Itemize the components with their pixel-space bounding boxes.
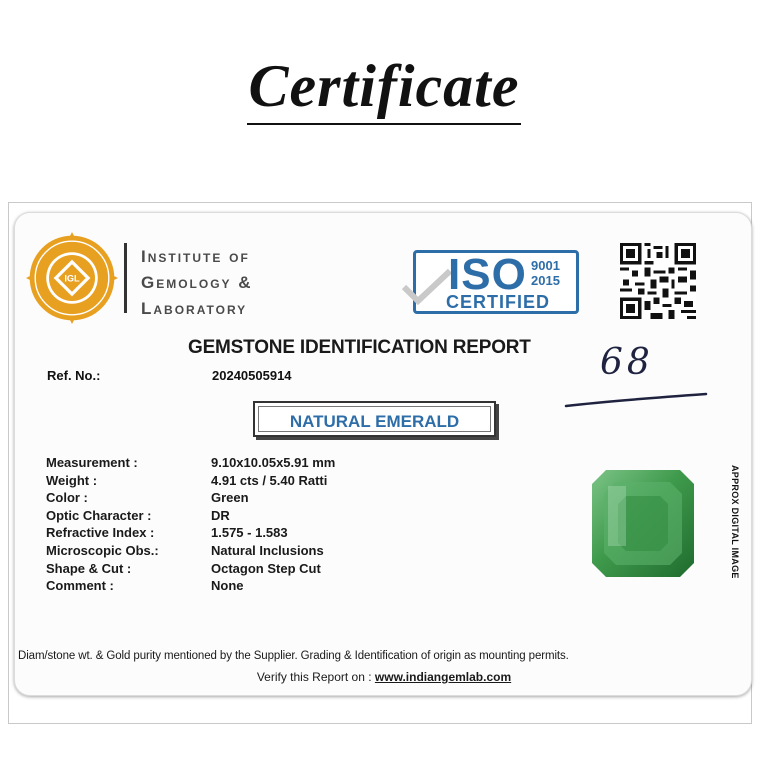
detail-value: 9.10x10.05x5.91 mm (211, 455, 336, 470)
stone-name: NATURAL EMERALD (289, 412, 460, 431)
detail-value: Natural Inclusions (211, 542, 324, 558)
institute-line-1: Institute of (141, 247, 250, 266)
iso-number: 9001 (531, 258, 560, 273)
detail-value: None (211, 578, 244, 594)
ref-value: 20240505914 (212, 368, 292, 383)
institute-name (141, 244, 253, 322)
detail-value: Octagon Step Cut (211, 560, 321, 576)
verify-url-link[interactable]: www.indiangemlab.com (374, 670, 512, 684)
divider-line (124, 243, 127, 313)
institute-line-2: Gemology & (141, 273, 253, 292)
detail-label: Color : (46, 490, 88, 506)
detail-value: 1.575 - 1.583 (211, 525, 288, 541)
detail-value: Green (211, 490, 249, 506)
report-title: GEMSTONE IDENTIFICATION REPORT (188, 337, 531, 358)
iso-certified: CERTIFIED (446, 292, 551, 312)
detail-label: Measurement : (46, 455, 138, 470)
seal-text: IGL (64, 273, 80, 284)
emerald-gem-image (588, 466, 698, 581)
iso-mark: ISO (448, 250, 527, 299)
qr-code-icon[interactable] (620, 243, 696, 319)
iso-number-year (531, 258, 560, 288)
iso-year: 2015 (531, 273, 560, 288)
detail-label: Weight : (46, 472, 98, 488)
institute-seal-icon (26, 232, 118, 324)
stone-name-box (253, 401, 496, 437)
detail-value: 4.91 cts / 5.40 Ratti (211, 472, 328, 488)
handwritten-underline (560, 388, 710, 412)
detail-label: Refractive Index : (46, 525, 155, 541)
verify-line (0, 670, 768, 684)
detail-label: Microscopic Obs.: (46, 542, 159, 558)
detail-value: DR (211, 507, 230, 523)
detail-label: Optic Character : (46, 507, 152, 523)
page-title: Certificate (0, 52, 768, 121)
disclaimer-text: Diam/stone wt. & Gold purity mentioned by the Supplier. Grading & Identification of origin as mounting permits. (18, 650, 569, 662)
checkmark-icon (402, 267, 452, 307)
iso-badge (413, 250, 579, 314)
detail-label: Comment : (46, 578, 114, 594)
detail-label: Shape & Cut : (46, 560, 132, 576)
handwritten-number: 68 (600, 342, 654, 383)
approx-image-label: APPROX DIGITAL IMAGE (730, 465, 740, 579)
verify-text: Verify this Report on : (256, 670, 372, 684)
ref-label: Ref. No.: (47, 368, 101, 383)
institute-line-3: Laboratory (141, 299, 248, 318)
